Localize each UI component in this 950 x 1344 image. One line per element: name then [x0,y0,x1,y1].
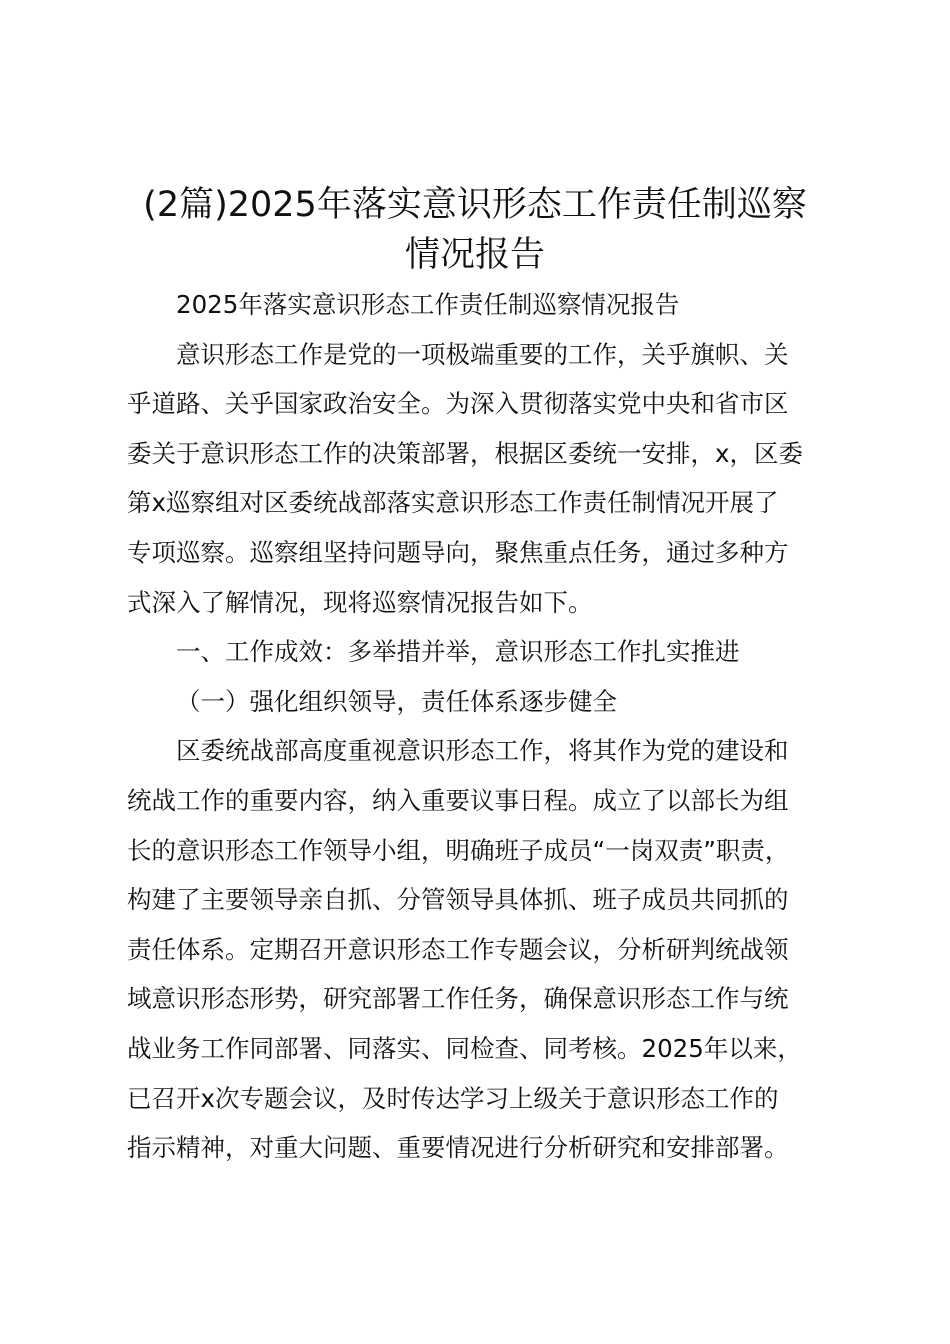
paragraph-line: 责任体系。定期召开意识形态工作专题会议，分析研判统战领 [127,934,789,964]
paragraph-organization [127,726,832,1172]
section-heading-2: （一）强化组织领导，责任体系逐步健全 [176,686,617,716]
paragraph-intro [127,330,832,628]
paragraph-line: 区委统战部高度重视意识形态工作，将其作为党的建设和 [176,736,789,766]
paragraph-line: 意识形态工作是党的一项极端重要的工作，关乎旗帜、关 [176,339,789,369]
paragraph-line: 域意识形态形势，研究部署工作任务，确保意识形态工作与统 [127,984,789,1014]
paragraph-line: 专项巡察。巡察组坚持问题导向，聚焦重点任务，通过多种方 [127,537,789,567]
paragraph-line: 统战工作的重要内容，纳入重要议事日程。成立了以部长为组 [127,785,789,815]
paragraph-line: 指示精神，对重大问题、重要情况进行分析研究和安排部署。 [127,1133,789,1163]
title-line-1: (2篇)2025年落实意识形态工作责任制巡察 [143,185,807,225]
document-subtitle: 2025年落实意识形态工作责任制巡察情况报告 [176,290,680,319]
document-body [127,280,832,1173]
paragraph-line: 构建了主要领导亲自抓、分管领导具体抓、班子成员共同抓的 [127,885,789,915]
section-heading-1: 一、工作成效：多举措并举，意识形态工作扎实推进 [176,637,740,667]
title-line-2: 情况报告 [404,235,545,275]
paragraph-line: 长的意识形态工作领导小组，明确班子成员“一岗双责”职责， [127,835,790,865]
document-title [100,180,850,280]
paragraph-line: 已召开x次专题会议，及时传达学习上级关于意识形态工作的 [127,1083,779,1113]
paragraph-line: 式深入了解情况，现将巡察情况报告如下。 [127,587,593,617]
paragraph-line: 战业务工作同部署、同落实、同检查、同考核。2025年以来， [127,1033,802,1063]
paragraph-line: 乎道路、关乎国家政治安全。为深入贯彻落实党中央和省市区 [127,389,789,419]
paragraph-line: 委关于意识形态工作的决策部署，根据区委统一安排，x，区委 [127,438,803,468]
paragraph-line: 第x巡察组对区委统战部落实意识形态工作责任制情况开展了 [127,488,779,518]
